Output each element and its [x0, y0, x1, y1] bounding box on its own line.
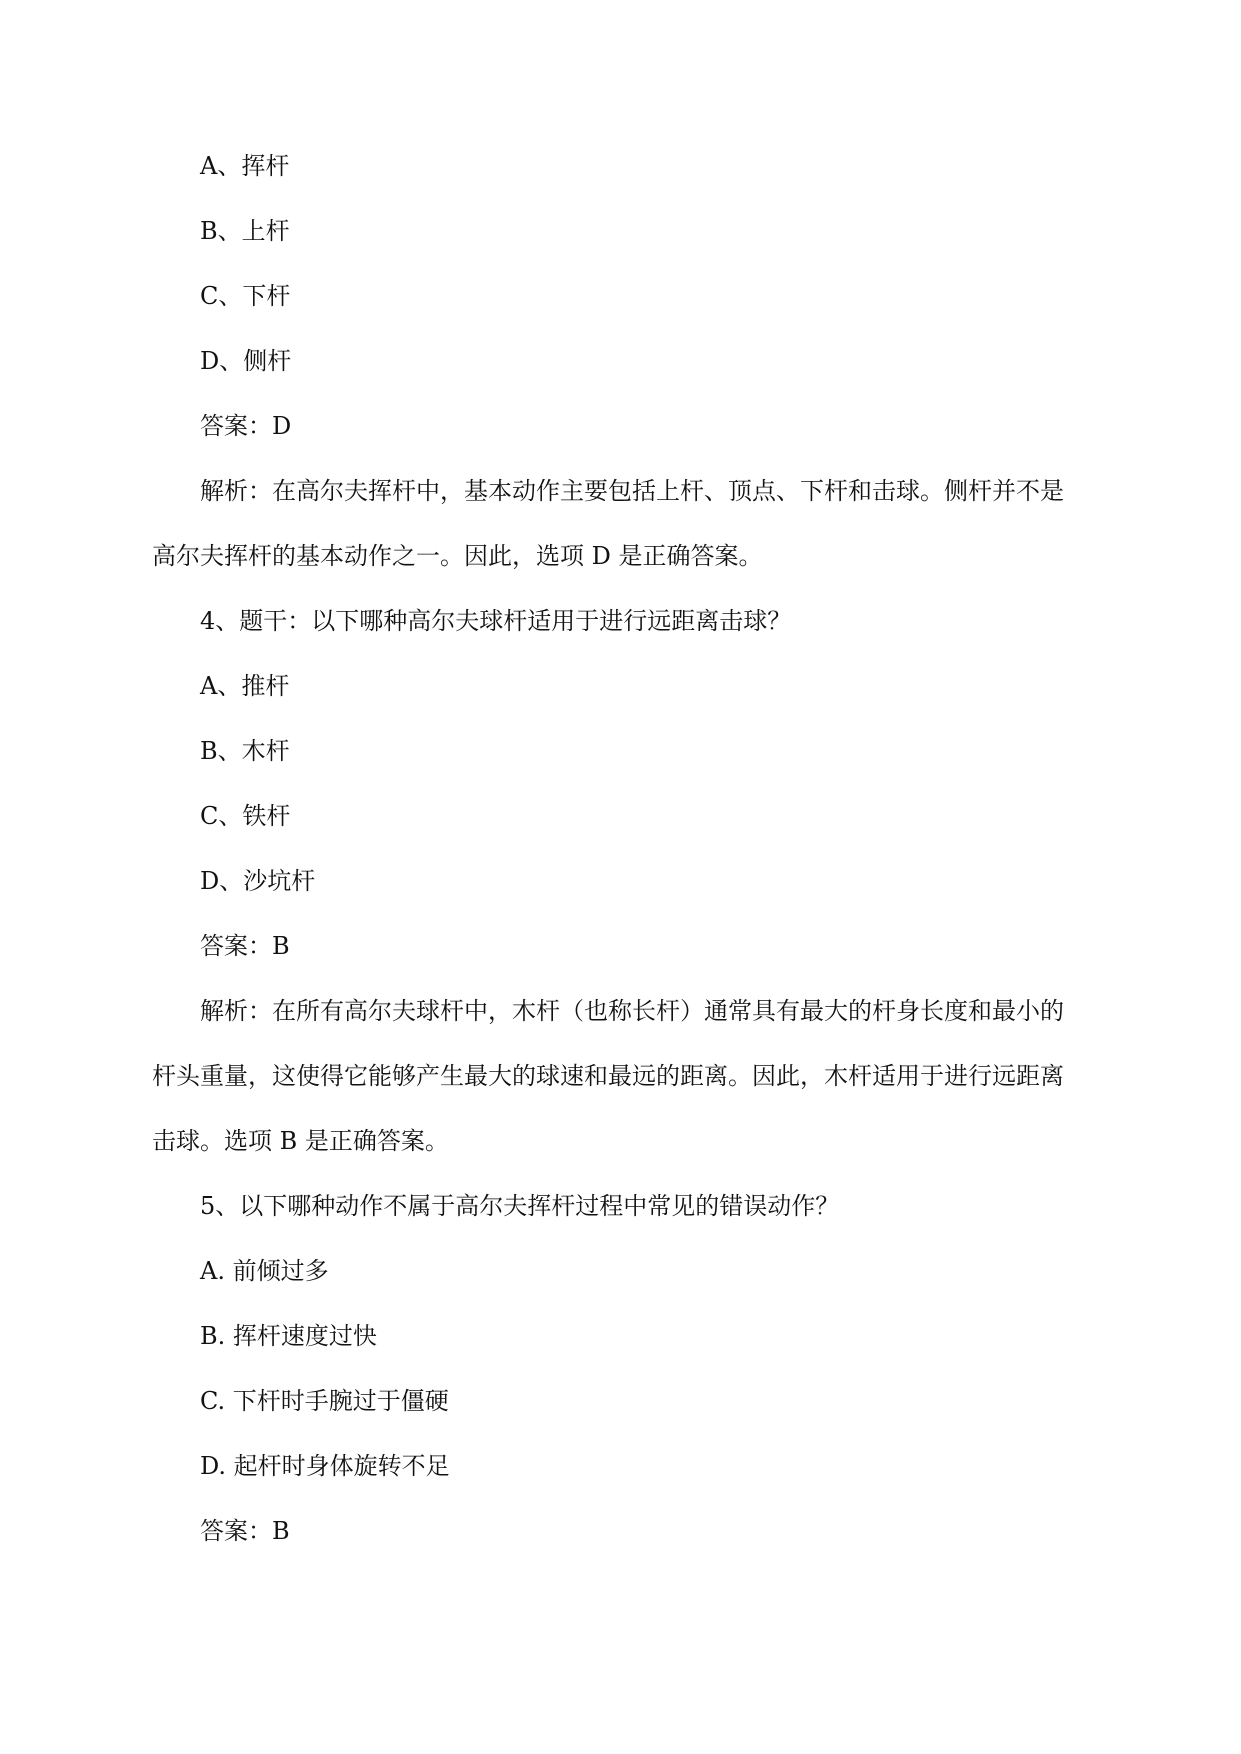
option-d: D、沙坑杆 [200, 867, 316, 895]
option-c: C、铁杆 [200, 802, 291, 830]
option-b: B、木杆 [200, 737, 290, 765]
option-d: D、侧杆 [200, 347, 292, 375]
analysis-line: 杆头重量，这使得它能够产生最大的球速和最远的距离。因此，木杆适用于进行远距离 [152, 1062, 1064, 1090]
option-c: C. 下杆时手腕过于僵硬 [200, 1387, 449, 1415]
analysis-line: 解析：在所有高尔夫球杆中，木杆（也称长杆）通常具有最大的杆身长度和最小的 [200, 997, 1064, 1025]
option-d: D. 起杆时身体旋转不足 [200, 1452, 450, 1480]
answer: 答案：B [200, 1517, 290, 1545]
option-b: B、上杆 [200, 217, 290, 245]
answer: 答案：B [200, 932, 290, 960]
question-stem: 4、题干：以下哪种高尔夫球杆适用于进行远距离击球？ [200, 607, 792, 635]
option-a: A、推杆 [200, 672, 290, 700]
analysis-line: 高尔夫挥杆的基本动作之一。因此，选项 D 是正确答案。 [152, 542, 763, 570]
analysis-line: 解析：在高尔夫挥杆中，基本动作主要包括上杆、顶点、下杆和击球。侧杆并不是 [200, 477, 1064, 505]
option-a: A、挥杆 [200, 152, 290, 180]
option-c: C、下杆 [200, 282, 291, 310]
analysis-line: 击球。选项 B 是正确答案。 [152, 1127, 449, 1155]
option-b: B. 挥杆速度过快 [200, 1322, 377, 1350]
answer: 答案：D [200, 412, 292, 440]
question-stem: 5、以下哪种动作不属于高尔夫挥杆过程中常见的错误动作？ [200, 1192, 840, 1220]
option-a: A. 前倾过多 [200, 1257, 329, 1285]
